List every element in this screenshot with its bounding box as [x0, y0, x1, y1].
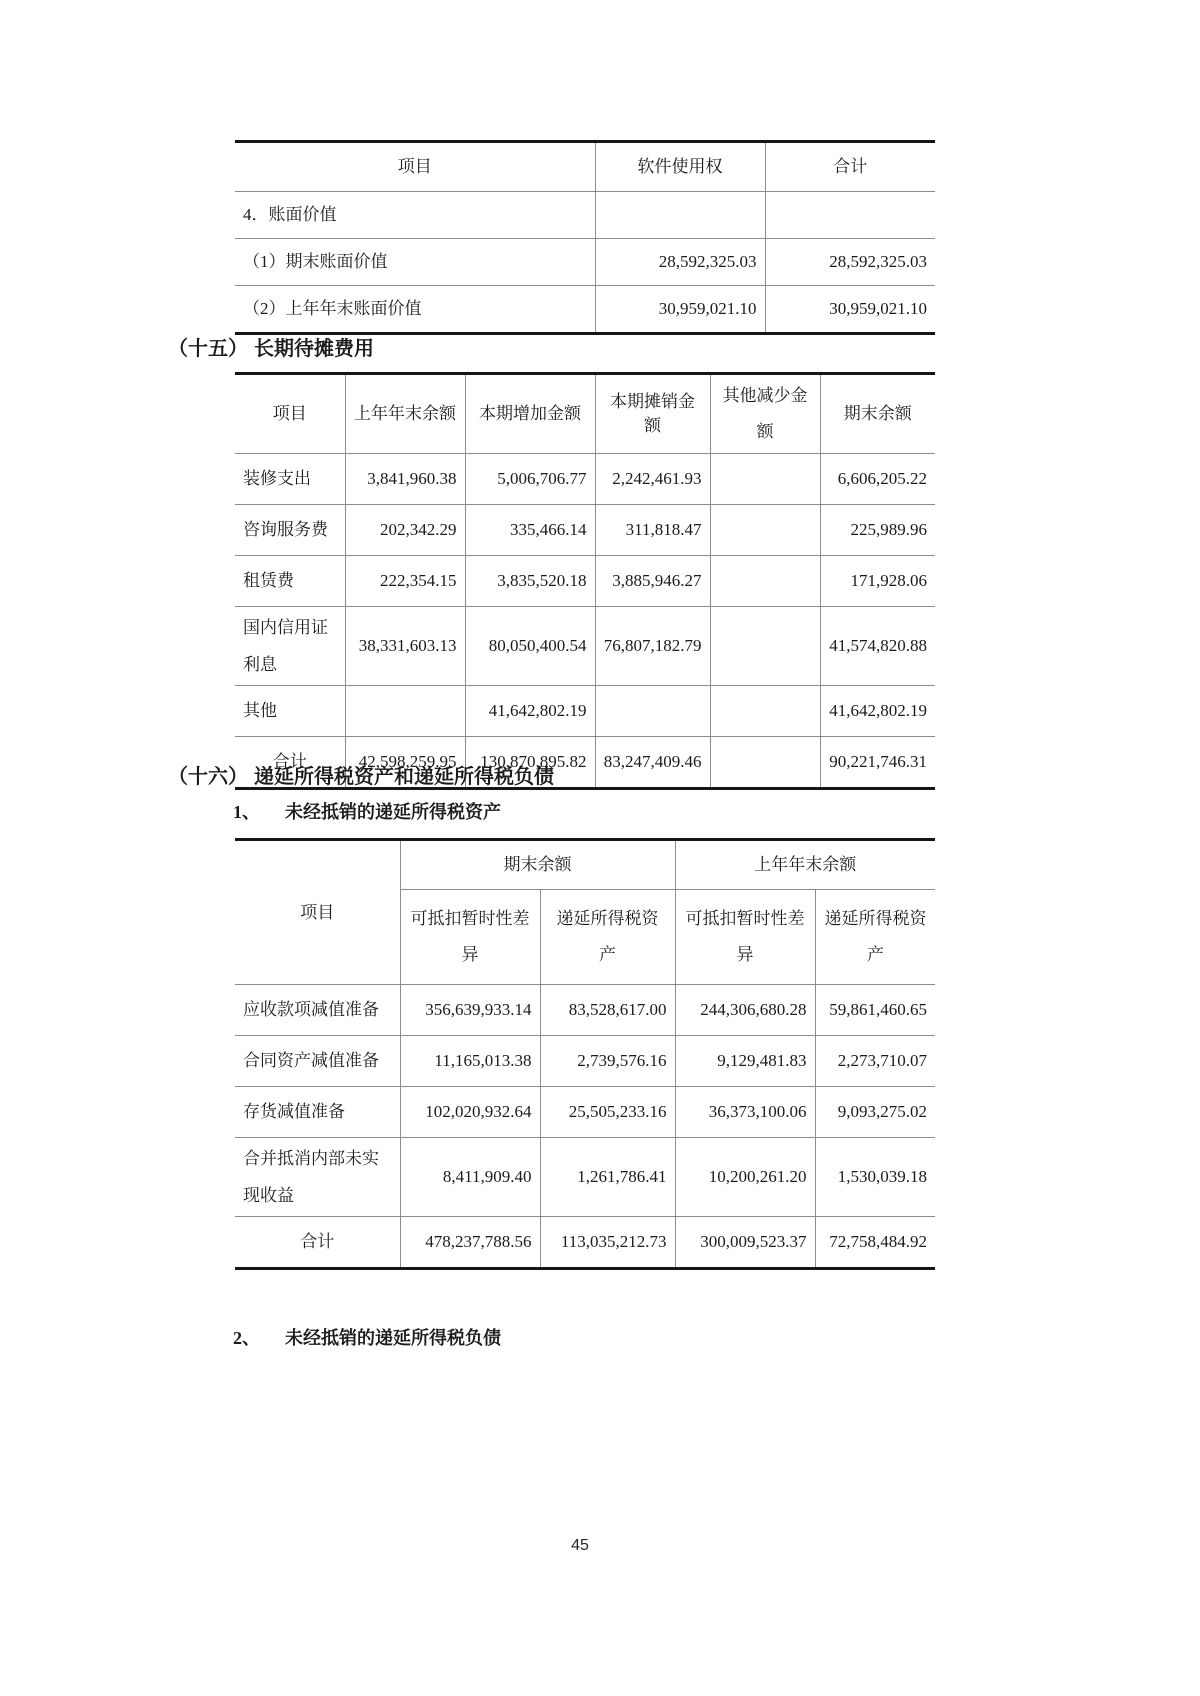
item-label-cell: 国内信用证利息: [235, 607, 345, 686]
value-cell: 59,861,460.65: [815, 985, 935, 1036]
column-header-other-decrease: 其他减少金额: [710, 374, 820, 454]
section-number: （十五）: [168, 338, 248, 360]
table-row: [235, 286, 935, 334]
section-number: （十六）: [168, 766, 248, 788]
value-cell: 3,835,520.18: [465, 556, 595, 607]
value-cell: 478,237,788.56: [400, 1217, 540, 1269]
column-header-item: 项目: [235, 142, 595, 192]
value-cell: 83,528,617.00: [540, 985, 675, 1036]
value-cell: [710, 686, 820, 737]
total-row: [235, 1217, 935, 1269]
value-cell: 90,221,746.31: [820, 737, 935, 789]
page-number: 45: [571, 1537, 589, 1554]
value-cell: 83,247,409.46: [595, 737, 710, 789]
item-label-cell: 其他: [235, 686, 345, 737]
value-cell: 8,411,909.40: [400, 1138, 540, 1217]
value-cell: 311,818.47: [595, 505, 710, 556]
column-header-amortization: 本期摊销金额: [595, 374, 710, 454]
total-label-cell: 合计: [235, 1217, 400, 1269]
item-label-cell: 装修支出: [235, 454, 345, 505]
table-row: [235, 556, 935, 607]
value-cell: 28,592,325.03: [765, 239, 935, 286]
column-header-additions: 本期增加金额: [465, 374, 595, 454]
deferred-tax-assets-subheading: [233, 800, 501, 824]
value-cell: 244,306,680.28: [675, 985, 815, 1036]
subsection-title: 未经抵销的递延所得税资产: [285, 802, 501, 822]
section-title: 长期待摊费用: [254, 338, 374, 360]
column-header-deferred-tax-asset: 递延所得税资产: [540, 890, 675, 985]
carrying-value-table: [235, 140, 935, 335]
value-cell: 30,959,021.10: [595, 286, 765, 334]
value-cell: 222,354.15: [345, 556, 465, 607]
table-row: [235, 686, 935, 737]
column-header-item: 项目: [235, 374, 345, 454]
item-label-cell: （1）期末账面价值: [235, 239, 595, 286]
column-header-software-right: 软件使用权: [595, 142, 765, 192]
table-row: [235, 192, 935, 239]
value-cell: 225,989.96: [820, 505, 935, 556]
value-cell: 72,758,484.92: [815, 1217, 935, 1269]
column-header-total: 合计: [765, 142, 935, 192]
column-header-deferred-tax-asset: 递延所得税资产: [815, 890, 935, 985]
value-cell: 42,598,259.95: [345, 737, 465, 789]
value-cell: 10,200,261.20: [675, 1138, 815, 1217]
value-cell: 6,606,205.22: [820, 454, 935, 505]
table-row: [235, 1138, 935, 1217]
item-label-cell: 租赁费: [235, 556, 345, 607]
value-cell: 335,466.14: [465, 505, 595, 556]
subsection-title: 未经抵销的递延所得税负债: [285, 1328, 501, 1348]
table-row: [235, 1036, 935, 1087]
value-cell: 36,373,100.06: [675, 1087, 815, 1138]
item-label-cell: 合并抵消内部未实现收益: [235, 1138, 400, 1217]
value-cell: 130,870,895.82: [465, 737, 595, 789]
header-row: [235, 374, 935, 454]
table-row: [235, 607, 935, 686]
total-label-cell: 合计: [235, 737, 345, 789]
item-label-cell: 合同资产减值准备: [235, 1036, 400, 1087]
value-cell: 202,342.29: [345, 505, 465, 556]
item-label-cell: 应收款项减值准备: [235, 985, 400, 1036]
long-term-deferred-expense-heading: [168, 336, 374, 362]
column-header-deductible-difference: 可抵扣暂时性差异: [400, 890, 540, 985]
deferred-tax-heading: [168, 764, 554, 790]
value-cell: 41,574,820.88: [820, 607, 935, 686]
table-row: [235, 454, 935, 505]
value-cell: 1,530,039.18: [815, 1138, 935, 1217]
table-row: [235, 985, 935, 1036]
long-term-deferred-expense-table: [235, 372, 935, 790]
value-cell: 2,242,461.93: [595, 454, 710, 505]
value-cell: [595, 192, 765, 239]
section-title: 递延所得税资产和递延所得税负债: [254, 766, 554, 788]
header-row: [235, 142, 935, 192]
value-cell: 25,505,233.16: [540, 1087, 675, 1138]
value-cell: 3,885,946.27: [595, 556, 710, 607]
item-label-cell: 咨询服务费: [235, 505, 345, 556]
value-cell: [710, 607, 820, 686]
deferred-tax-assets-table: [235, 838, 935, 1270]
value-cell: [710, 737, 820, 789]
column-header-deductible-difference: 可抵扣暂时性差异: [675, 890, 815, 985]
group-header-opening-balance: 上年年末余额: [675, 840, 935, 890]
subsection-number: 2、: [233, 1328, 260, 1348]
column-header-closing-balance: 期末余额: [820, 374, 935, 454]
value-cell: 76,807,182.79: [595, 607, 710, 686]
value-cell: 1,261,786.41: [540, 1138, 675, 1217]
group-header-closing-balance: 期末余额: [400, 840, 675, 890]
value-cell: [710, 505, 820, 556]
subsection-number: 1、: [233, 802, 260, 822]
value-cell: 9,093,275.02: [815, 1087, 935, 1138]
value-cell: 9,129,481.83: [675, 1036, 815, 1087]
item-label-cell: 4．账面价值: [235, 192, 595, 239]
table-row: [235, 505, 935, 556]
value-cell: 171,928.06: [820, 556, 935, 607]
value-cell: [345, 686, 465, 737]
deferred-tax-liabilities-subheading: [233, 1326, 501, 1350]
value-cell: 102,020,932.64: [400, 1087, 540, 1138]
value-cell: [710, 556, 820, 607]
value-cell: 30,959,021.10: [765, 286, 935, 334]
value-cell: 113,035,212.73: [540, 1217, 675, 1269]
value-cell: [595, 686, 710, 737]
item-label-cell: 存货减值准备: [235, 1087, 400, 1138]
table-row: [235, 1087, 935, 1138]
item-label-cell: （2）上年年末账面价值: [235, 286, 595, 334]
value-cell: 2,739,576.16: [540, 1036, 675, 1087]
value-cell: 41,642,802.19: [820, 686, 935, 737]
value-cell: 5,006,706.77: [465, 454, 595, 505]
group-header-row: [235, 840, 935, 890]
table-row: [235, 239, 935, 286]
column-header-opening-balance: 上年年末余额: [345, 374, 465, 454]
value-cell: 80,050,400.54: [465, 607, 595, 686]
value-cell: 3,841,960.38: [345, 454, 465, 505]
value-cell: 28,592,325.03: [595, 239, 765, 286]
value-cell: [765, 192, 935, 239]
value-cell: 356,639,933.14: [400, 985, 540, 1036]
value-cell: 11,165,013.38: [400, 1036, 540, 1087]
value-cell: 300,009,523.37: [675, 1217, 815, 1269]
value-cell: 41,642,802.19: [465, 686, 595, 737]
value-cell: [710, 454, 820, 505]
value-cell: 2,273,710.07: [815, 1036, 935, 1087]
column-header-item: 项目: [235, 840, 400, 985]
value-cell: 38,331,603.13: [345, 607, 465, 686]
